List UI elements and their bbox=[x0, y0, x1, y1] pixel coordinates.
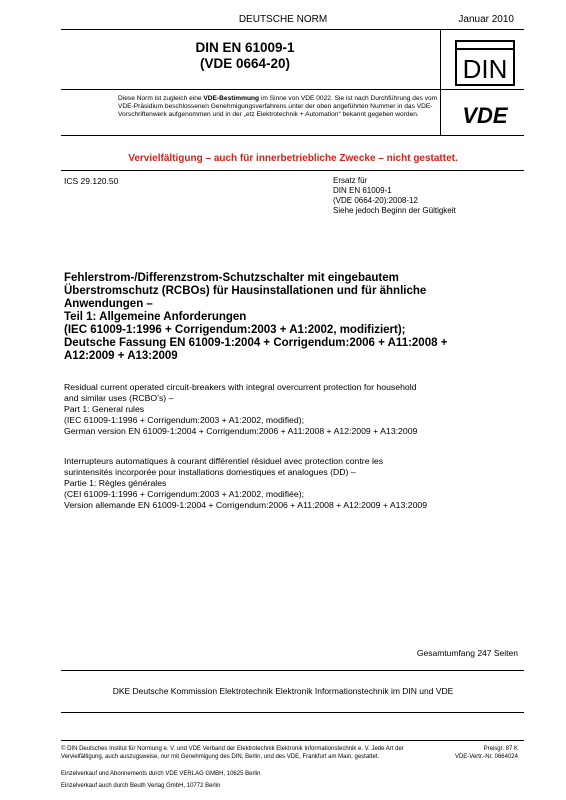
total-pages: Gesamtumfang 247 Seiten bbox=[416, 648, 518, 658]
sale-note-vde: Einzelverkauf und Abonnements durch VDE VERLAG GMBH, 10625 Berlin bbox=[61, 771, 261, 777]
title-line: A12:2009 + A13:2009 bbox=[64, 350, 178, 362]
warning-rule bbox=[61, 170, 524, 171]
title-line: German version EN 61009-1:2004 + Corrigendum:2006 + A11:2008 + A12:2009 + A13:2009 bbox=[64, 426, 418, 436]
logo-divider bbox=[440, 29, 441, 89]
sale-note-beuth: Einzelverkauf auch durch Beuth Verlag GmbH, 10772 Berlin bbox=[61, 783, 221, 789]
svg-text:VDE: VDE bbox=[462, 103, 508, 127]
dke-bottom-rule bbox=[61, 712, 524, 713]
din-logo bbox=[455, 40, 515, 86]
copy-warning: Vervielfältigung – auch für innerbetriebliche Zwecke – nicht gestattet. bbox=[128, 153, 458, 164]
title-line: Version allemande EN 61009-1:2004 + Corrigendum:2006 + A11:2008 + A12:2009 + A13:2009 bbox=[64, 500, 428, 510]
footer-top-rule bbox=[61, 740, 524, 741]
title-german bbox=[64, 272, 524, 363]
title-line: Partie 1: Règles générales bbox=[64, 478, 167, 488]
title-line: Residual current operated circuit-breakers with integral overcurrent protection for household bbox=[64, 382, 417, 392]
dke-top-rule bbox=[61, 670, 524, 671]
number-box-bottom-rule bbox=[61, 89, 524, 90]
title-line: Deutsche Fassung EN 61009-1:2004 + Corrigendum:2006 + A11:2008 + bbox=[64, 337, 448, 349]
replaces-line: DIN EN 61009-1 bbox=[333, 186, 392, 195]
title-line: (IEC 61009-1:1996 + Corrigendum:2003 + A1:2002, modified); bbox=[64, 415, 305, 425]
header-rule bbox=[61, 29, 524, 30]
vde-note: Diese Norm ist zugleich eine VDE-Bestimmung im Sinne von VDE 0022. Sie ist nach Durchführung des vom VDE-Präsidium beschlossenen Genehmigungsverfahrens unter der oben angeführten Nummer in das VDE-Vorschriftenwerk aufgenommen und in der „etz Elektrotechnik + Automation“ bekannt gegeben worden. bbox=[118, 95, 438, 119]
title-line: and similar uses (RCBO’s) – bbox=[64, 393, 174, 403]
price-info bbox=[455, 746, 518, 761]
title-line: surintensités incorporée pour installations domestiques et analogues (DD) – bbox=[64, 467, 356, 477]
replaces-line: Ersatz für bbox=[333, 176, 368, 185]
title-english bbox=[64, 382, 524, 437]
dke-line: DKE Deutsche Kommission Elektrotechnik Elektronik Informationstechnik im DIN und VDE bbox=[112, 686, 454, 696]
title-line: Fehlerstrom-/Differenzstrom-Schutzschalter mit eingebautem bbox=[64, 272, 399, 284]
replaces-line: (VDE 0664-20):2008-12 bbox=[333, 196, 418, 205]
title-line: Interrupteurs automatiques à courant différentiel résiduel avec protection contre les bbox=[64, 456, 384, 466]
svg-text:DIN: DIN bbox=[462, 54, 508, 84]
vde-distribution-number: VDE-Vertr.-Nr. 0664024 bbox=[454, 753, 518, 760]
vde-divider bbox=[440, 89, 441, 135]
title-line: Part 1: General rules bbox=[64, 404, 145, 414]
title-line: Überstromschutz (RCBOs) für Hausinstallationen und für ähnliche bbox=[64, 285, 427, 297]
title-line: (IEC 61009-1:1996 + Corrigendum:2003 + A1:2002, modifiziert); bbox=[64, 324, 406, 336]
header-title: DEUTSCHE NORM bbox=[238, 14, 328, 25]
vde-logo bbox=[447, 103, 523, 127]
header-date: Januar 2010 bbox=[458, 14, 514, 25]
vde-box-bottom-rule bbox=[61, 135, 524, 136]
document-number-line1: DIN EN 61009-1 bbox=[195, 40, 295, 55]
copyright-notice: © DIN Deutsches Institut für Normung e. V. und VDE Verband der Elektrotechnik Elektronik Informationstechnik e. V. Jede Art der Vervielfältigung, auch auszugsweise, nur mit Genehmigung des DIN, Berlin, und des VDE, Frankfurt am Main, gestattet. bbox=[61, 746, 404, 760]
document-number-line2: (VDE 0664-20) bbox=[199, 56, 291, 71]
document-number bbox=[60, 40, 430, 72]
title-line: Anwendungen – bbox=[64, 298, 153, 310]
title-line: Teil 1: Allgemeine Anforderungen bbox=[64, 311, 247, 323]
price-group: Preisgr. 87 K bbox=[483, 746, 518, 752]
replaces-block bbox=[333, 176, 456, 216]
replaces-line: Siehe jedoch Beginn der Gültigkeit bbox=[333, 206, 456, 215]
ics-code: ICS 29.120.50 bbox=[64, 176, 119, 186]
title-line: (CEI 61009-1:1996 + Corrigendum:2003 + A1:2002, modifiée); bbox=[64, 489, 305, 499]
title-french bbox=[64, 456, 524, 511]
